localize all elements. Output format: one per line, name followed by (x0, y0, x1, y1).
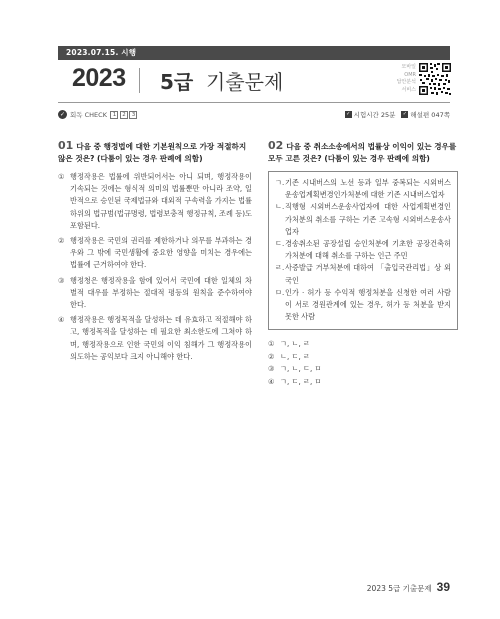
page-title: 기출문제 (206, 70, 284, 94)
choice-text: ㄴ, ㄷ, ㄹ (280, 351, 310, 361)
review-check (58, 110, 137, 119)
explanation-page-text: 해설편 047쪽 (410, 111, 450, 119)
question-1-stem (58, 140, 252, 165)
exam-time-text: 시험시간 25분 (353, 111, 396, 119)
checkbox-icon: ✓ (402, 111, 407, 117)
statement-text: 사증발급 거부처분에 대하여 「출입국관리법」상 외국인 (285, 263, 451, 285)
question-2-choice-4[interactable] (268, 376, 458, 389)
page-number: 39 (436, 580, 450, 594)
option-text: 행정작용은 행정목적을 달성하는 데 유효하고 적절해야 하고, 행정목적을 달성하는 데 필요한 최소한도에 그쳐야 하며, 행정작용으로 인한 국민의 이익 침해가 그 행정작용이 의도하는 공익보다 크지 아니해야 한다. (70, 315, 252, 361)
question-2-statement-box (268, 171, 458, 330)
option-text: 행정작용은 법률에 위반되어서는 아니 되며, 행정작용이 기속되는 것에는 형식적 의미의 법률뿐만 아니라 조약, 일반적으로 승인된 국제법규와 대외적 구속력을 가지는 법률 하위의 법규범(법규명령, 법령보충적 행정규칙, 조례 등)도 포함된다. (70, 172, 252, 230)
option-text: 행정작용은 국민의 권리를 제한하거나 의무를 부과하는 경우와 그 밖에 국민생활에 중요한 영향을 미치는 경우에는 법률에 근거하여야 한다. (70, 236, 252, 270)
statement-item (275, 238, 451, 262)
statement-text: 경송취소된 공장설립 승인처분에 기초한 공장건축허가처분에 대해 취소를 구하는 인근 주민 (285, 239, 451, 261)
check-circle-icon: ✓ (59, 111, 66, 118)
review-check-box-3[interactable]: 3 (129, 111, 137, 119)
side-label: OMR (404, 71, 416, 78)
statement-text: 직행형 시외버스운송사업자에 대한 사업계획변경인가처분의 취소를 구하는 기존 고속형 시외버스운송사업자 (285, 202, 451, 236)
option-mark: ④ (58, 315, 65, 325)
title-year: 2023 (72, 64, 126, 92)
choice-mark: ① (268, 339, 275, 349)
checkbox-icon: ✓ (346, 111, 351, 117)
title-divider (139, 68, 140, 93)
statement-item (275, 177, 451, 201)
review-check-label: 회독 CHECK (70, 111, 107, 119)
question-2 (268, 140, 458, 388)
option-text: 행정청은 행정작용을 함에 있어서 국민에 대한 일체의 차별적 대우를 부정하는 절대적 평등의 원칙을 준수하여야 한다. (70, 275, 252, 310)
option-mark: ③ (58, 275, 65, 285)
choice-mark: ② (268, 351, 275, 361)
choice-text: ㄱ, ㄴ, ㄷ, ㅁ (280, 364, 322, 374)
question-1-option-1[interactable] (58, 171, 252, 232)
question-2-text: 다음 중 취소소송에서의 법률상 이익이 있는 경우를 모두 고른 것은? (다툼이 있는 경우 판례에 의함) (268, 142, 457, 163)
statement-mark: ㄷ. (275, 239, 285, 249)
exam-meta (339, 110, 450, 119)
statement-text: 인가 · 허가 등 수익적 행정처분을 신청한 여러 사람이 서로 경원관계에 있는 경우, 허가 등 처분을 받지 못한 사람 (285, 287, 451, 322)
question-1-option-3[interactable] (58, 275, 252, 312)
option-mark: ① (58, 172, 65, 181)
qr-code-icon[interactable] (418, 62, 452, 96)
title-grade: 5급 (160, 70, 194, 94)
statement-mark: ㄹ. (275, 263, 285, 273)
question-2-choice-1[interactable] (268, 338, 458, 351)
statement-mark: ㄴ. (275, 202, 285, 212)
option-mark: ② (58, 236, 65, 246)
side-label: 답안분석 (396, 79, 416, 85)
question-2-choice-2[interactable] (268, 351, 458, 364)
exam-date: 2023.07.15. 시행 (66, 48, 137, 57)
explanation-page (401, 110, 450, 119)
statement-item (275, 287, 451, 324)
mobile-omr-labels (388, 64, 416, 94)
statement-mark: ㄱ. (275, 178, 285, 187)
question-2-number: 02 (268, 139, 284, 152)
review-check-box-2[interactable]: 2 (120, 111, 128, 119)
question-1-option-2[interactable] (58, 235, 252, 272)
statement-mark: ㅁ. (275, 287, 285, 297)
statement-text: 기존 시내버스의 노선 등과 일부 중복되는 시외버스 운송업계획변경인가처분에 대한 기존 시내버스업자 (285, 178, 451, 200)
header-divider (58, 102, 450, 103)
side-label: 서비스 (401, 86, 416, 93)
question-1 (58, 140, 252, 366)
side-label: 모바일 (401, 64, 416, 70)
footer-label: 2023 5급 기출문제 (366, 584, 432, 593)
date-bar (58, 46, 450, 60)
question-1-option-4[interactable] (58, 314, 252, 363)
page-footer (367, 580, 450, 594)
statement-item (275, 201, 451, 238)
question-1-text: 다음 중 행정법에 대한 기본원칙으로 가장 적절하지 않은 것은? (다툼이 있는 경우 판례에 의함) (58, 142, 247, 163)
choice-mark: ④ (268, 376, 275, 386)
question-1-number: 01 (58, 139, 74, 152)
statement-item (275, 262, 451, 286)
choice-text: ㄱ, ㄴ, ㄹ (280, 339, 310, 349)
choice-mark: ③ (268, 364, 275, 374)
question-2-choice-3[interactable] (268, 363, 458, 376)
review-check-box-1[interactable]: 1 (110, 111, 118, 119)
exam-time (345, 110, 396, 119)
question-2-stem (268, 140, 458, 165)
choice-text: ㄱ, ㄷ, ㄹ, ㅁ (280, 376, 322, 386)
